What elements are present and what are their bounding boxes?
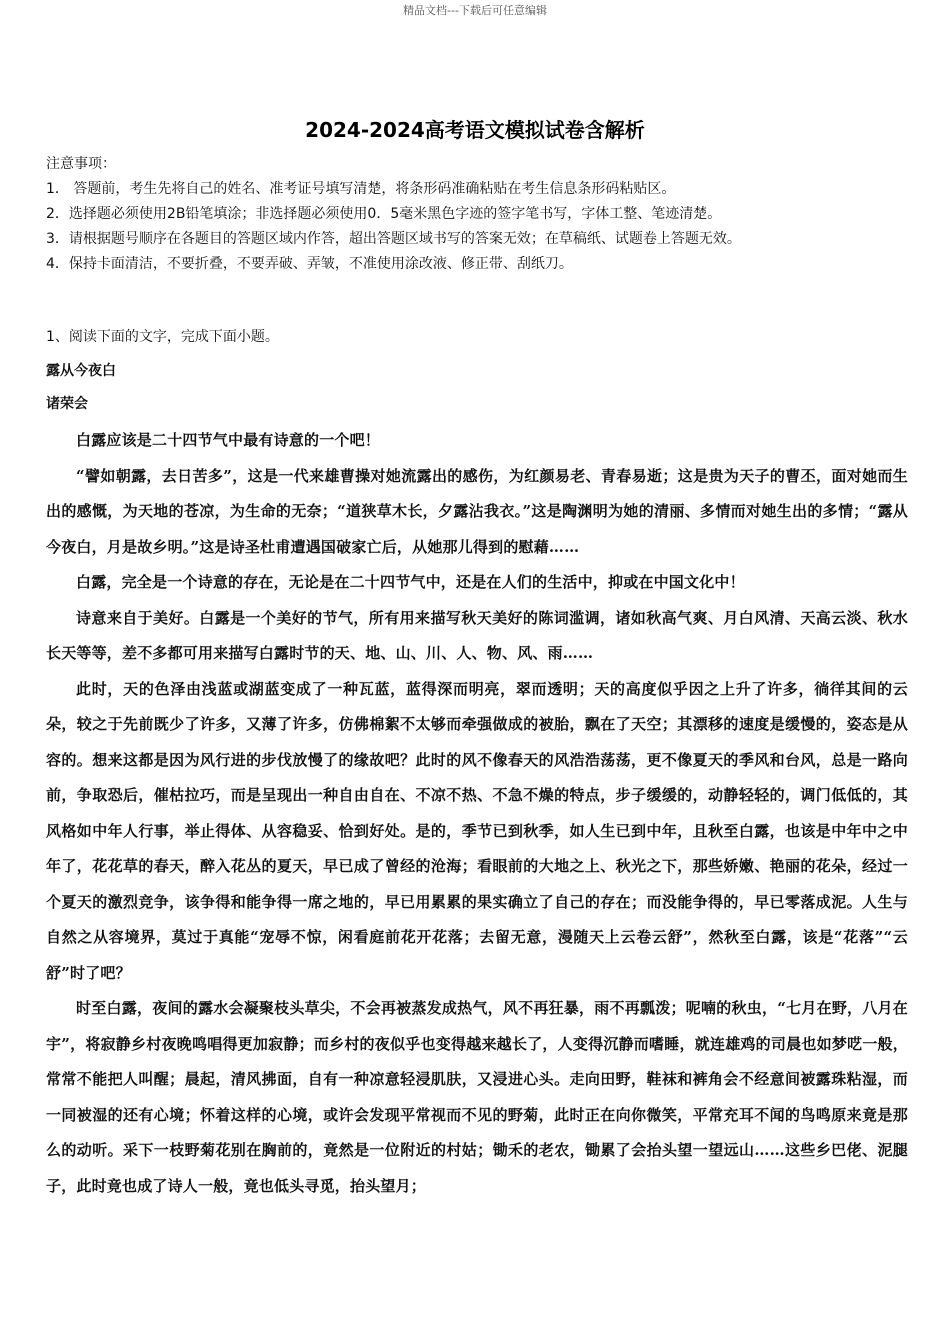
article-paragraph: “譬如朝露，去日苦多”，这是一代来雄曹操对她流露出的感伤，为红颜易老、青春易逝；这是贵为天子的曹丕，面对她而生出的感慨，为天地的苍凉，为生命的无奈；“道狭草木长，夕露沾我衣。”这是陶渊明为她的清丽、多情而对她生出的多情；“露从今夜白，月是故乡明。”这是诗圣杜甫遭遇国破家亡后，从她那儿得到的慰藉…… [46,466,908,556]
notes-item-3: 3．请根据题号顺序在各题目的答题区域内作答，超出答题区域书写的答案无效；在草稿纸、试题卷上答题无效。 [46,231,741,247]
article-author: 诸荣会 [46,396,88,412]
notes-item-1: 1． 答题前，考生先将自己的姓名、准考证号填写清楚，将条形码准确粘贴在考生信息条形码粘贴区。 [46,181,676,197]
notes-item-2: 2．选择题必须使用2B铅笔填涂；非选择题必须使用0．5毫米黑色字迹的签字笔书写，字体工整、笔迹清楚。 [46,206,722,222]
question-prompt: 1、阅读下面的文字，完成下面小题。 [46,329,279,345]
article-paragraph: 白露应该是二十四节气中最有诗意的一个吧！ [76,431,381,449]
article-body [46,423,908,1204]
article-paragraph: 时至白露，夜间的露水会凝聚枝头草尖，不会再被蒸发成热气，风不再狂暴，雨不再瓢泼；呢喃的秋虫，“七月在野，八月在宇”，将寂静乡村夜晚鸣唱得更加寂静；而乡村的夜似乎也变得越来越长了，人变得沉静而嗜睡，就连雄鸡的司晨也如梦呓一般，常常不能把人叫醒；晨起，清风拂面，自有一种凉意轻浸肌肤，又浸进心头。走向田野，鞋袜和裤角会不经意间被露珠粘湿，而一同被湿的还有心境；怀着这样的心境，或许会发现平常视而不见的野菊，此时正在向你微笑，平常充耳不闻的鸟鸣原来竟是那么的动听。采下一枝野菊花别在胸前的，竟然是一位附近的村姑；锄禾的老农，锄累了会抬头望一望远山……这些乡巴佬、泥腿子，此时竟也成了诗人一般，竟也低头寻觅，抬头望月； [46,999,908,1195]
article-paragraph: 诗意来自于美好。白露是一个美好的节气，所有用来描写秋天美好的陈词滥调，诸如秋高气爽、月白风清、天高云淡、秋水长天等等，差不多都可用来描写白露时节的天、地、山、川、人、物、风、雨…… [46,608,908,662]
notes-item-4: 4．保持卡面清洁，不要折叠，不要弄破、弄皱，不准使用涂改液、修正带、刮纸刀。 [46,256,573,272]
document-header-note: 精品文档---下载后可任意编辑 [403,4,547,17]
notes-section [46,152,916,277]
article-paragraph: 此时，天的色泽由浅蓝或湖蓝变成了一种瓦蓝，蓝得深而明亮，翠而透明；天的高度似乎因之上升了许多，徜徉其间的云朵，较之于先前既少了许多，又薄了许多，仿佛棉絮不太够而牵强做成的被胎，飘在了天空；其漂移的速度是缓慢的，姿态是从容的。想来这都是因为风行进的步伐放慢了的缘故吧？此时的风不像春天的风浩浩荡荡，更不像夏天的季风和台风，总是一路向前，争取恐后，催枯拉巧，而是呈现出一种自由自在、不凉不热、不急不燥的特点，步子缓缓的，动静轻轻的，调门低低的，其风格如中年人行事，举止得体、从容稳妥、恰到好处。是的，季节已到秋季，如人生已到中年，且秋至白露，也该是中年中之中年了，花花草的春天，醉入花丛的夏天，早已成了曾经的沧海；看眼前的大地之上、秋光之下，那些娇嫩、艳丽的花朵，经过一个夏天的激烈竞争，该争得和能争得一席之地的，早已用累累的果实确立了自己的存在；而没能争得的，早已零落成泥。人生与自然之从容境界，莫过于真能“宠辱不惊，闲看庭前花开花落；去留无意，漫随天上云卷云舒”，然秋至白露，该是“花落”“云舒”时了吧？ [46,679,908,982]
article-title: 露从今夜白 [46,363,116,379]
notes-heading: 注意事项： [46,156,116,172]
document-title: 2024-2024高考语文模拟试卷含解析 [305,118,645,142]
article-paragraph: 白露，完全是一个诗意的存在，无论是在二十四节气中，还是在人们的生活中，抑或在中国文化中！ [76,573,745,591]
